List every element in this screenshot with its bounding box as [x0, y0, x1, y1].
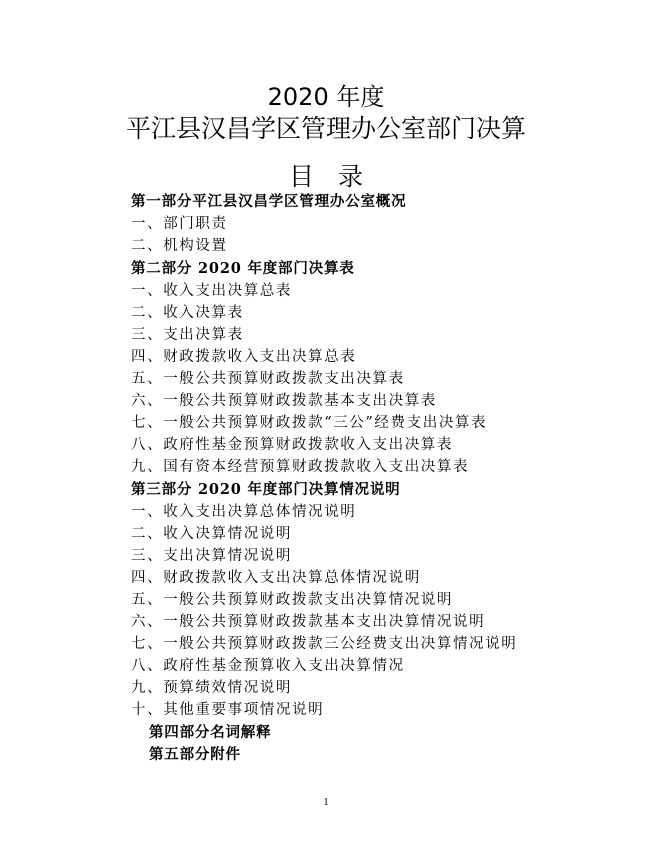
- toc-item: 七、一般公共预算财政拨款三公经费支出决算情况说明: [131, 636, 518, 652]
- toc-item: 二、收入决算表: [131, 305, 244, 321]
- toc-item: 八、政府性基金预算收入支出决算情况: [131, 658, 405, 674]
- toc-item: 三、支出决算情况说明: [131, 548, 292, 564]
- toc-section-part2: 第二部分 2020 年度部门决算表: [131, 260, 355, 277]
- toc-item: 八、政府性基金预算财政拨款收入支出决算表: [131, 437, 453, 453]
- toc-item: 四、财政拨款收入支出决算总表: [131, 349, 357, 365]
- toc-item: 九、预算绩效情况说明: [131, 680, 292, 696]
- toc-item: 一、收入支出决算总体情况说明: [131, 504, 357, 520]
- toc-item: 二、收入决算情况说明: [131, 526, 292, 542]
- toc-item: 一、收入支出决算总表: [131, 283, 292, 299]
- toc-item: 三、支出决算表: [131, 327, 244, 343]
- toc-item: 七、一般公共预算财政拨款“三公”经费支出决算表: [131, 415, 488, 431]
- toc-item: 十、其他重要事项情况说明: [131, 702, 325, 718]
- document-title-year: 2020 年度: [267, 83, 385, 111]
- toc-item: 九、国有资本经营预算财政拨款收入支出决算表: [131, 459, 470, 475]
- toc-section-part4: 第四部分名词解释: [149, 724, 272, 741]
- toc-item: 六、一般公共预算财政拨款基本支出决算表: [131, 393, 437, 409]
- toc-item: 四、财政拨款收入支出决算总体情况说明: [131, 570, 421, 586]
- toc-item: 一、部门职责: [131, 216, 228, 232]
- page-number: 1: [323, 796, 329, 808]
- toc-section-part1: 第一部分平江县汉昌学区管理办公室概况: [131, 193, 407, 210]
- document-title: 平江县汉昌学区管理办公室部门决算: [125, 114, 526, 143]
- toc-item: 六、一般公共预算财政拨款基本支出决算情况说明: [131, 614, 486, 630]
- toc-item: 五、一般公共预算财政拨款支出决算表: [131, 371, 405, 387]
- toc-item: 五、一般公共预算财政拨款支出决算情况说明: [131, 592, 453, 608]
- toc-section-part3: 第三部分 2020 年度部门决算情况说明: [131, 481, 401, 498]
- toc-section-part5: 第五部分附件: [149, 746, 241, 763]
- toc-heading: 目录: [288, 162, 387, 191]
- toc-item: 二、机构设置: [131, 238, 228, 254]
